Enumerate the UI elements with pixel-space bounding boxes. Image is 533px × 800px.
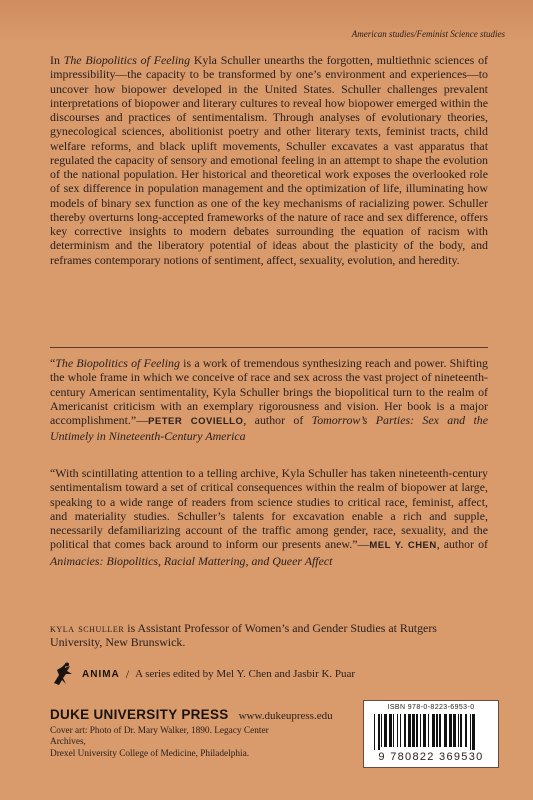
blurb2-author-of: , author of — [436, 537, 488, 552]
barcode-bar — [449, 714, 452, 747]
blurb2-text: “With scintillating attention to a telling archive, Kyla Schuller has taken nineteenth-century sentimentalism toward a set of critical consequences within the realm of biopower at large, speaking to a wide range of readers from science studies to critical race, feminist, affect, and materiality studies. Schuller’s talents for excavation enable a rich and supple, necessarily defamiliarizing account of the traffic among gender, race, sexuality, and the political that comes back around to inform our presents anew.” — [50, 466, 488, 552]
barcode-bar — [428, 714, 429, 747]
barcode-bar — [374, 714, 375, 750]
anima-leaping-figure-icon — [50, 661, 76, 687]
series-name: ANIMA — [82, 668, 120, 680]
blurb1-text: is a work of tremendous synthesizing reach and power. Shifting the whole frame in which we conceive of race and sex across the vast project of nineteenth-century American sentimentality, Kyla Schuller brings the biopolitical turn to the realm of Americanist criticism with an exemplary rigorousness and vision. Her book is a major accomplishment.” — [50, 356, 488, 427]
blurb2-work: Animacies: Biopolitics, Racial Mattering, and Queer Affect — [50, 553, 333, 568]
barcode-bar — [404, 714, 406, 747]
barcode-bar — [472, 714, 475, 750]
barcode-bar — [470, 714, 471, 750]
blurb1-open-quote: “ — [50, 356, 56, 370]
cover-art-credit — [50, 726, 290, 760]
barcode-bar — [458, 714, 459, 747]
author-bio — [50, 621, 488, 650]
blurb1-book-title: The Biopolitics of Feeling — [55, 356, 180, 370]
bio-text: is Assistant Professor of Women’s and Gender Studies at Rutgers University, New Brunswick. — [50, 621, 437, 650]
barcode-bars — [372, 714, 490, 750]
barcode-bar — [393, 714, 394, 747]
barcode-bar — [400, 714, 401, 747]
barcode-bar — [412, 714, 415, 747]
isbn-barcode — [363, 700, 499, 768]
barcode-bar — [423, 714, 426, 747]
barcode-bar — [460, 714, 462, 747]
description-body: Kyla Schuller unearths the forgotten, multiethnic sciences of impressibility—the capacity to be transformed by one’s environment and experiences—to uncover how biopower developed in the United States. Schuller challenges prevalent interpretations of biopower and literary cultures to reveal how biopower emerged within the discourses and practices of sentimentalism. Through analyses of evolutionary theories, gynecological sciences, abolitionist poetry and other literary texts, feminist tracts, child welfare reforms, and black uplift movements, Schuller excavates a vast apparatus that regulated the capacity of sensory and emotional feeling in an attempt to shape the evolution of the national population. Her historical and theoretical work exposes the overlooked role of sex difference in population management and the optimization of life, illuminating how models of binary sex function as one of the key mechanisms of racializing power. Schuller thereby overturns long-accepted frameworks of the nature of race and sex difference, offers key corrective insights to modern debates surrounding the equation of racism with determinism and the liberatory potential of ideas about the plasticity of the body, and reframes contemporary notions of sentiment, affect, sexuality, evolution, and heredity. — [50, 53, 489, 267]
blurb1-dash: — — [136, 413, 149, 427]
barcode-bar — [439, 714, 441, 747]
barcode-bar — [420, 714, 421, 747]
barcode-bar — [384, 714, 387, 747]
description-paragraph — [50, 53, 488, 267]
barcode-bar — [453, 714, 456, 747]
barcode-bar — [416, 714, 418, 747]
barcode-bar — [444, 714, 447, 747]
publisher-url: www.dukeupress.edu — [238, 710, 333, 722]
series-editors: A series edited by Mel Y. Chen and Jasbir K. Puar — [135, 668, 356, 680]
barcode-bar — [381, 714, 382, 747]
publisher-line — [50, 707, 333, 722]
blurb-coviello — [50, 356, 488, 444]
barcode-bar — [432, 714, 435, 747]
series-slash: / — [125, 666, 130, 681]
blurb2-dash: — — [357, 537, 370, 552]
barcode-bar — [436, 714, 438, 747]
barcode-bar — [465, 714, 467, 747]
cover-art-line-2: Drexel University College of Medicine, Philadelphia. — [50, 748, 250, 759]
divider-rule — [50, 347, 488, 348]
blurb1-work: Tomorrow’s Parties: Sex and the Untimely in Nineteenth-Century America — [50, 413, 488, 444]
barcode-bar — [397, 714, 398, 747]
description-prefix: In — [50, 53, 64, 67]
isbn-label: ISBN 978-0-8223-6953-0 — [387, 704, 475, 711]
barcode-bar — [408, 714, 411, 747]
category-label: American studies/Feminist Science studies — [351, 29, 505, 39]
blurb1-author: PETER COVIELLO — [148, 416, 244, 427]
publisher-name: DUKE UNIVERSITY PRESS — [50, 707, 229, 722]
blurb1-author-of: , author of — [243, 413, 312, 427]
blurb2-author: MEL Y. CHEN — [369, 540, 437, 552]
bio-author-name: kyla schuller — [50, 621, 125, 635]
ean-digits: 9 780822 369530 — [378, 751, 484, 763]
cover-art-line-1: Cover art: Photo of Dr. Mary Walker, 1890. Legacy Center Archives, — [50, 726, 269, 748]
series-line — [50, 662, 490, 686]
description-book-title: The Biopolitics of Feeling — [63, 53, 191, 67]
barcode-bar — [389, 714, 392, 747]
blurb-chen — [50, 466, 488, 568]
barcode-bar — [378, 714, 380, 750]
